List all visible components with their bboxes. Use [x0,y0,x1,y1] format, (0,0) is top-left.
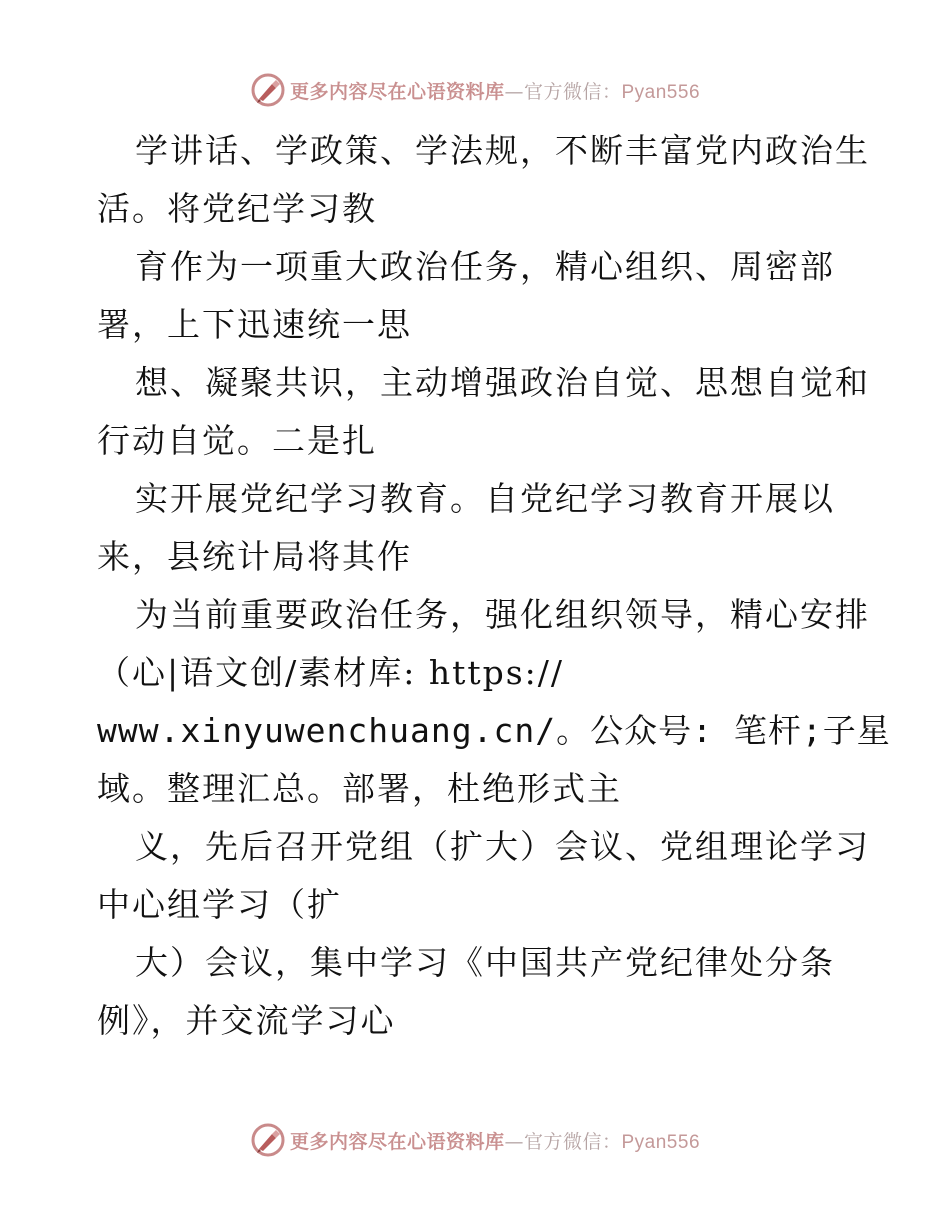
text-line: （心|语文创/素材库: https:// [97,653,565,692]
watermark-brand: 更多内容尽在心语资料库 [289,80,505,103]
watermark-separator: — [504,80,524,103]
watermark-text [290,1127,700,1154]
text-line: 活。将党纪学习教 [97,189,377,228]
text-line: 为当前重要政治任务，强化组织领导，精心安排 [135,595,870,634]
text-line: 大）会议，集中学习《中国共产党纪律处分条 [135,943,835,982]
watermark-wechat-id: Pyan556 [621,81,701,103]
text-line: 行动自觉。二是扎 [97,421,377,460]
pen-logo-icon [250,1122,286,1158]
text-line: 实开展党纪学习教育。自党纪学习教育开展以 [135,479,835,518]
watermark-wechat-label: 官方微信： [523,1130,622,1153]
text-line: 例》，并交流学习心 [97,1001,396,1040]
text-line: 来，县统计局将其作 [97,537,412,576]
watermark-brand: 更多内容尽在心语资料库 [289,1130,505,1153]
pen-logo-icon [250,72,286,108]
watermark-separator: — [504,1130,524,1153]
text-line: 域。整理汇总。部署，杜绝形式主 [97,769,622,808]
watermark-wechat-label: 官方微信： [523,80,622,103]
text-line: 想、凝聚共识，主动增强政治自觉、思想自觉和 [135,363,870,402]
footer-watermark [0,1120,950,1160]
watermark-wechat-id: Pyan556 [621,1131,701,1153]
text-line: 署，上下迅速统一思 [97,305,412,344]
text-line: 义，先后召开党组（扩大）会议、党组理论学习 [135,827,870,866]
watermark-text [290,77,700,104]
text-line: 中心组学习（扩 [97,885,342,924]
text-line: 学讲话、学政策、学法规，不断丰富党内政治生 [135,131,870,170]
text-line: 育作为一项重大政治任务，精心组织、周密部 [135,247,835,286]
text-line-url: www.xinyuwenchuang.cn/。公众号: 笔杆;子星 [97,711,891,750]
header-watermark [0,70,950,110]
document-body [97,122,891,1050]
